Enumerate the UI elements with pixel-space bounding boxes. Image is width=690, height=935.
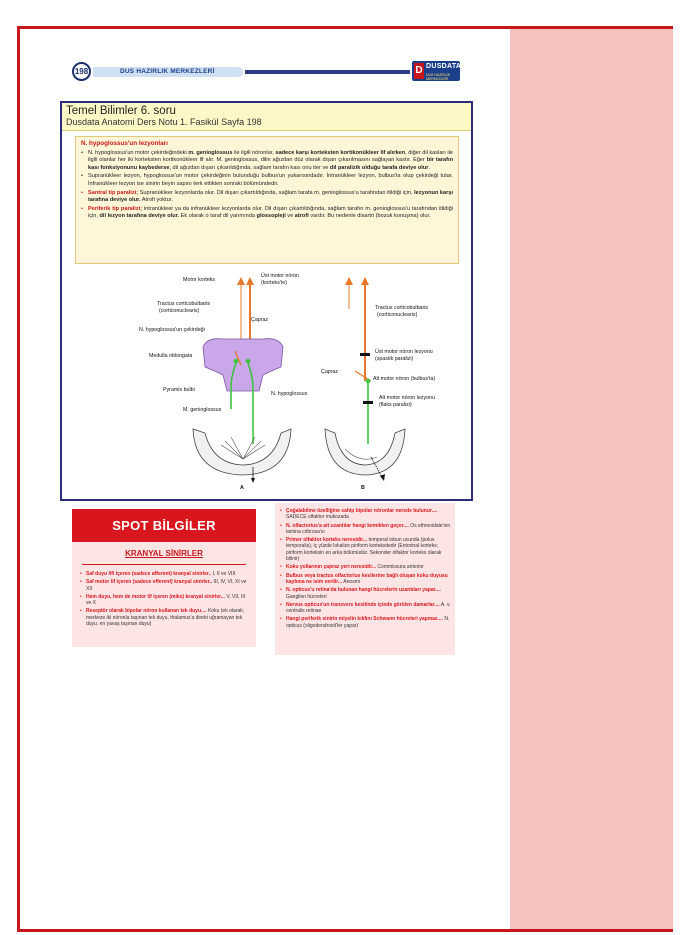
hypoglossus-pathway-figure (75, 269, 459, 499)
spot-answer: N. opticus (oligodendrosit'ler yapar) (286, 616, 450, 629)
label-ust-motor-noron: Üst motor nöron (261, 273, 299, 279)
page-frame (17, 26, 673, 932)
spot-question: Koku yollarının çapraz yeri neresidir... (286, 564, 377, 571)
mandible-a (193, 429, 291, 475)
spot-question: Saf motor lif içeren (sadece efferent) kranyal sinirler.. (86, 579, 213, 586)
label-n-hypoglossus: N. hypoglossus (271, 391, 308, 397)
label-tractus-right: Tractus corticobulbaris (375, 305, 429, 311)
spot-subtitle: KRANYAL SİNİRLER (125, 549, 203, 558)
spot-question: Reseptör olarak bipolar nöron kullanan tek duyu.... (86, 608, 207, 615)
logo-subtext: DUS HAZIRLIK MERKEZLERİ (426, 73, 451, 81)
spot-answer: I, II ve VIII (211, 571, 236, 577)
spot-right-list (280, 508, 451, 631)
spot-answer: Anosmi (342, 578, 360, 585)
upper-lesion-mark (360, 353, 370, 356)
medulla-oblongata-shape (203, 339, 283, 391)
spot-item (280, 602, 451, 615)
spot-answer: Commissura anterior (376, 564, 424, 571)
note-bold: bir tarafın kası fonksiyonunu kaybederse (88, 157, 453, 171)
label-ust-lezyon: Üst motor nöron lezyonu (375, 349, 433, 355)
spot-item (280, 587, 451, 600)
note-bullet-2 (81, 173, 453, 188)
label-alt-motor: Alt motor nöron (bulbus'ta) (373, 376, 436, 382)
lower-lesion-mark (363, 401, 373, 404)
spot-item (80, 594, 250, 607)
label-tractus-left-2: (corticonuclearis) (159, 308, 200, 314)
note-bold: dil lezyon tarafına deviye olur. (99, 213, 180, 220)
note-bullet-1 (81, 150, 453, 173)
spot-question: Nervus opticus'un transvers kesitinde içinde görülen damarlar.... (286, 601, 440, 608)
note-bold: sadece karşı korteksten kortikonükleer lif alırken (275, 149, 406, 156)
publisher-name: DUS HAZIRLIK MERKEZLERİ (120, 68, 215, 75)
note-bullet-4 (81, 206, 453, 221)
spot-info-left (72, 509, 256, 647)
note-bold: lezyonun karşı tarafına deviye olur. (88, 189, 453, 204)
spot-item (280, 573, 451, 586)
note-text: Atrofi yoktur. (140, 197, 173, 204)
label-motor-korteks: Motor korteks (183, 277, 216, 283)
spot-answer: III, IV, VI, XI ve XII (86, 579, 247, 592)
label-alt-lezyon: Alt motor nöron lezyonu (379, 395, 435, 401)
spot-question: Hem duyu, hem de motor lif içeren (miks) kranyal sinirler... (86, 593, 225, 600)
spot-item (80, 608, 250, 627)
page-number: 198 (72, 62, 91, 81)
spot-question: N. opticus'u retina'da bulunan hangi hücrelerin uzantıları yapar.... (286, 587, 441, 594)
spot-question: Bulbus veya tractus olfactorius kesilerine bağlı oluşan koku duyusu kaybına ne isim verilir... (286, 572, 448, 585)
label-pyramis: Pyramis bulbi (163, 387, 195, 393)
cortex-neuron-b (361, 277, 369, 285)
spot-banner: SPOT BİLGİLER (72, 509, 256, 542)
mandible-b (325, 429, 405, 475)
note-text: ile ilgili nöronlar, (232, 149, 276, 156)
question-box (60, 101, 473, 501)
label-alt-lezyon-2: (flaks paralizi) (379, 402, 412, 408)
note-text: , diğer dil kasları ile ilgili olanlar her iki korteksten kortikonükleer lif alır. M. genioglossus, dilin ağızdan düz olarak dışarı çıkarılmasını sağlayan kastır. Eğer (88, 149, 454, 164)
note-text: ve (285, 213, 295, 220)
spot-question: N. olfactorius'a ait uzantılar hangi kemikten geçer.... (286, 522, 409, 529)
spot-item (280, 523, 451, 536)
note-red-heading: Santral tip paralizi; (88, 189, 139, 196)
label-genioglossus: M. genioglossus (183, 407, 222, 413)
note-red-heading: Periferik tip paralizi; (88, 205, 143, 212)
cortex-neuron-a (246, 277, 254, 285)
spot-info-right (275, 503, 455, 655)
logo-text: DUSDATA (426, 63, 462, 70)
spot-answer: Koku (ek olarak; merkeze iki nöronla taşınan tek duyu, thalamus'a direkt uğramayan tek duyu, en yavaş taşınan duyu) (86, 608, 245, 628)
note-text: N. hypoglossus'un motor çekirdeğindeki (88, 149, 189, 156)
genioglossus-fibers-a (221, 445, 265, 459)
spot-item (280, 537, 451, 562)
spot-answer: A. v. centralis retinae (286, 601, 451, 615)
spot-item (280, 616, 451, 629)
spot-answer: Os ethmoidale'nin lamina cribrosa'sı (286, 522, 451, 535)
diagram-a (193, 277, 291, 483)
label-capraz-left: Çapraz (251, 317, 269, 323)
tongue-outline-b (345, 449, 377, 459)
nucleus-b (366, 379, 371, 384)
note-text: Ek olarak o taraf dil yarımında (179, 213, 257, 220)
header-rule (245, 70, 410, 74)
spot-question: Hangi periferik sinirin miyelin kılıfını Schwann hücreleri yapmaz.... (286, 616, 443, 623)
lecture-note-box (75, 136, 459, 264)
note-title: N. hypoglossus'un lezyonları (81, 140, 168, 147)
spot-answer: SADECE olfaktor mukozada (286, 514, 349, 521)
note-text: . (428, 164, 431, 171)
note-text: intranükleer ya da infranükleer lezyonlarda olur. Dil dışarı çıkartıldığında, sağlam tarafın m. genioglossus'u tarafından itildiği için, (88, 205, 453, 220)
question-source: Dusdata Anatomi Ders Notu 1. Fasikül Sayfa 198 (66, 117, 262, 127)
question-header (62, 103, 471, 131)
note-bold: dil paralizik olduğu tarafa deviye olur (329, 164, 429, 171)
spot-item (280, 564, 451, 570)
note-text: , dil ağızdan dışarı çıkarıldığında, sağlam tarafın kası onu iter ve (169, 164, 330, 171)
spot-divider (82, 564, 246, 565)
genioglossus-fibers-a3 (231, 437, 255, 459)
note-bold: m. genioglossus (188, 149, 233, 156)
genioglossus-fibers-a2 (225, 441, 261, 459)
spot-answer: V, VII, IX ve X (86, 593, 246, 607)
dusdata-logo (412, 61, 460, 81)
spot-item (280, 508, 451, 521)
spot-item (80, 571, 250, 577)
spot-question: Saf duyu lifi içeren (sadece afferent) kranyal sinirler.. (86, 571, 212, 577)
side-margin-band (510, 29, 673, 929)
arrow-down-icon (251, 478, 255, 483)
question-title: Temel Bilimler 6. soru (66, 105, 176, 117)
spot-left-list (80, 571, 250, 629)
label-b: B (361, 485, 365, 491)
note-text: Supranükleer lezyonlarda olur. Dil dışarı çıkartıldığında, sağlam tarafa m. genioglossus'u tarafından itildiği için, (138, 189, 415, 196)
spot-answer: Ganglion hücreleri (286, 593, 327, 600)
spot-question: Çoğalabilme özelliğine sahip bipolar nöronlar nerede bulunur.... (286, 508, 438, 514)
label-ust-lezyon-2: (spastik paralizi) (375, 356, 414, 362)
spot-answer: temporal lobun ucunda (polus temporalis), iç yüzde lokalize piriform korteksitedir (Entorinal korteks; piriform korteksin en arka bölümüdür. Sekonder olfaktor korteks olarak bilinir) (286, 537, 442, 563)
label-nucleus: N. hypoglossus'un çekirdeği (139, 327, 205, 333)
label-tractus-right-2: (corticonuclearis) (377, 312, 418, 318)
logo-mark-icon: D (414, 63, 424, 79)
note-text: Supranükleer lezyon, hypoglossus'un motor çekirdeğinin bulunduğu bulbus'un yukarısındadır. İntranükleer lezyon, bulbus'ta olup çekirdeği tutar. İnfranükleer lezyon ise sinirin beyin sapını terk ettikten sonraki bölümündedir. (88, 173, 453, 187)
pathway-diagram (75, 269, 459, 499)
label-medulla: Medulla oblongata (149, 353, 193, 359)
nucleus-right-a (246, 359, 251, 364)
note-bold: glossopleji (256, 213, 286, 220)
nucleus-left-a (234, 359, 239, 364)
label-tractus-left: Tractus corticobulbaris (157, 301, 211, 307)
label-korteks-te: (korteks'te) (261, 280, 288, 286)
note-text: vardır. Bu nedenle disartri (bozuk konuşma) olur. (308, 213, 431, 220)
spot-item (80, 579, 250, 592)
cortex-neuron-a2 (237, 277, 245, 285)
note-bold: atrofi (294, 213, 309, 220)
spot-question: Primer olfaktor korteks neresidir... (286, 537, 368, 544)
label-capraz-right: Çapraz (321, 369, 339, 375)
label-a: A (240, 485, 244, 491)
note-bullet-3 (81, 190, 453, 205)
